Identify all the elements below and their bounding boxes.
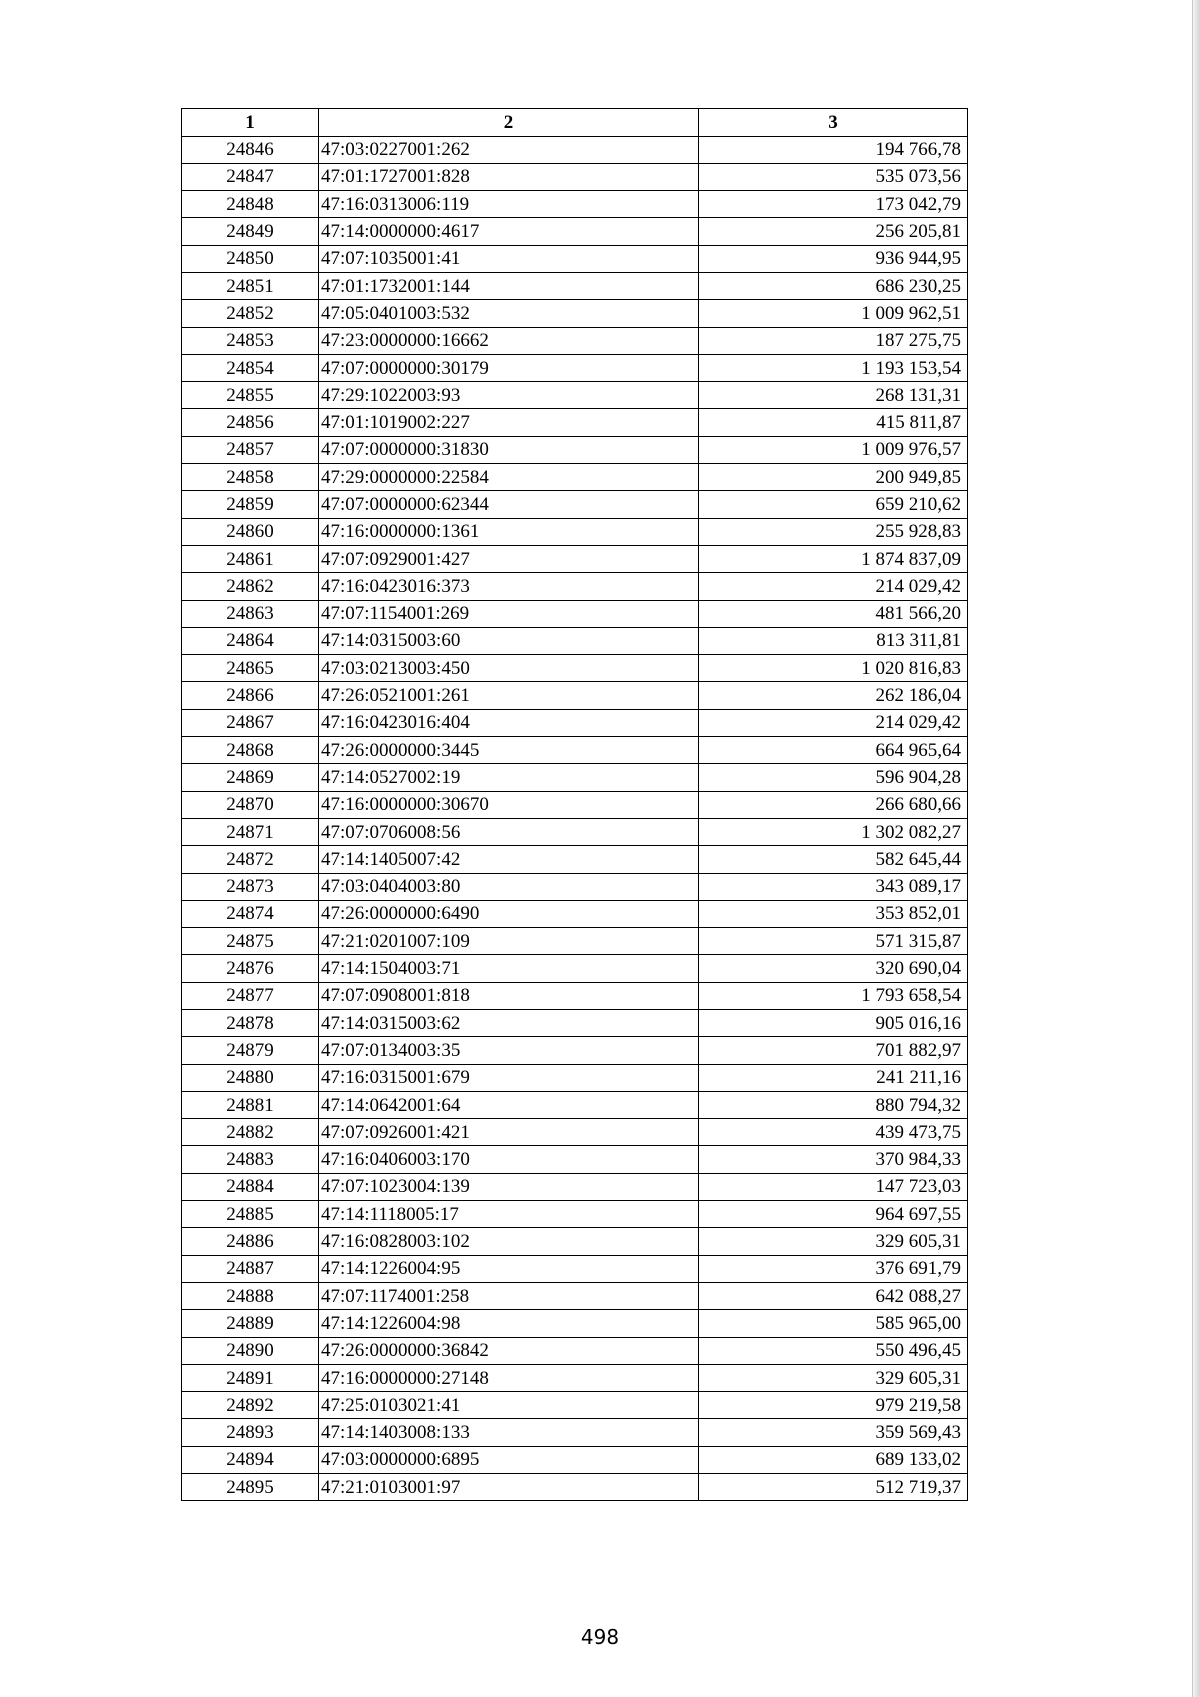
cadastral-number-cell: 47:23:0000000:16662 <box>319 327 699 354</box>
value-cell: 535 073,56 <box>699 163 968 190</box>
value-cell: 642 088,27 <box>699 1282 968 1309</box>
row-number-cell: 24859 <box>182 491 319 518</box>
cadastral-number-cell: 47:03:0227001:262 <box>319 136 699 163</box>
table-row <box>182 928 968 955</box>
table-row <box>182 1119 968 1146</box>
value-cell: 266 680,66 <box>699 791 968 818</box>
row-number-cell: 24875 <box>182 928 319 955</box>
row-number-cell: 24855 <box>182 382 319 409</box>
table-row <box>182 272 968 299</box>
row-number-cell: 24876 <box>182 955 319 982</box>
cadastral-number-cell: 47:16:0000000:1361 <box>319 518 699 545</box>
table-row <box>182 436 968 463</box>
table-row <box>182 1392 968 1419</box>
row-number-cell: 24860 <box>182 518 319 545</box>
value-cell: 256 205,81 <box>699 218 968 245</box>
table-header <box>182 109 968 137</box>
cadastral-value-table <box>181 108 968 1501</box>
value-cell: 353 852,01 <box>699 900 968 927</box>
cadastral-number-cell: 47:26:0000000:36842 <box>319 1337 699 1364</box>
value-cell: 1 793 658,54 <box>699 982 968 1009</box>
cadastral-number-cell: 47:05:0401003:532 <box>319 300 699 327</box>
row-number-cell: 24893 <box>182 1419 319 1446</box>
value-cell: 550 496,45 <box>699 1337 968 1364</box>
value-cell: 1 193 153,54 <box>699 354 968 381</box>
row-number-cell: 24877 <box>182 982 319 1009</box>
table-row <box>182 191 968 218</box>
cadastral-number-cell: 47:03:0404003:80 <box>319 873 699 900</box>
table-row <box>182 1419 968 1446</box>
table-row <box>182 327 968 354</box>
value-cell: 147 723,03 <box>699 1173 968 1200</box>
table-row <box>182 354 968 381</box>
value-cell: 415 811,87 <box>699 409 968 436</box>
value-cell: 659 210,62 <box>699 491 968 518</box>
table-row <box>182 682 968 709</box>
value-cell: 571 315,87 <box>699 928 968 955</box>
value-cell: 329 605,31 <box>699 1364 968 1391</box>
table-row <box>182 764 968 791</box>
value-cell: 701 882,97 <box>699 1037 968 1064</box>
row-number-cell: 24856 <box>182 409 319 436</box>
row-number-cell: 24858 <box>182 464 319 491</box>
table-row <box>182 464 968 491</box>
row-number-cell: 24880 <box>182 1064 319 1091</box>
cadastral-number-cell: 47:29:0000000:22584 <box>319 464 699 491</box>
row-number-cell: 24853 <box>182 327 319 354</box>
table-row <box>182 1282 968 1309</box>
row-number-cell: 24874 <box>182 900 319 927</box>
row-number-cell: 24895 <box>182 1474 319 1501</box>
value-cell: 268 131,31 <box>699 382 968 409</box>
cadastral-number-cell: 47:25:0103021:41 <box>319 1392 699 1419</box>
table-row <box>182 545 968 572</box>
cadastral-number-cell: 47:16:0313006:119 <box>319 191 699 218</box>
row-number-cell: 24891 <box>182 1364 319 1391</box>
cadastral-number-cell: 47:14:1403008:133 <box>319 1419 699 1446</box>
column-header-1: 1 <box>182 109 319 137</box>
cadastral-number-cell: 47:16:0828003:102 <box>319 1228 699 1255</box>
cadastral-number-cell: 47:14:1405007:42 <box>319 846 699 873</box>
value-cell: 262 186,04 <box>699 682 968 709</box>
cadastral-number-cell: 47:16:0423016:373 <box>319 573 699 600</box>
page-number: 498 <box>580 1625 620 1649</box>
value-cell: 194 766,78 <box>699 136 968 163</box>
cadastral-number-cell: 47:07:1035001:41 <box>319 245 699 272</box>
value-cell: 329 605,31 <box>699 1228 968 1255</box>
row-number-cell: 24887 <box>182 1255 319 1282</box>
cadastral-number-cell: 47:01:1727001:828 <box>319 163 699 190</box>
table-row <box>182 245 968 272</box>
cadastral-number-cell: 47:14:0642001:64 <box>319 1091 699 1118</box>
value-cell: 200 949,85 <box>699 464 968 491</box>
value-cell: 880 794,32 <box>699 1091 968 1118</box>
row-number-cell: 24884 <box>182 1173 319 1200</box>
cadastral-number-cell: 47:26:0521001:261 <box>319 682 699 709</box>
table-row <box>182 1364 968 1391</box>
row-number-cell: 24849 <box>182 218 319 245</box>
column-header-2: 2 <box>319 109 699 137</box>
value-cell: 979 219,58 <box>699 1392 968 1419</box>
cadastral-number-cell: 47:26:0000000:6490 <box>319 900 699 927</box>
page-edge <box>1192 0 1200 1697</box>
value-cell: 343 089,17 <box>699 873 968 900</box>
cadastral-number-cell: 47:07:0000000:31830 <box>319 436 699 463</box>
table-row <box>182 409 968 436</box>
table-row <box>182 136 968 163</box>
cadastral-number-cell: 47:01:1732001:144 <box>319 272 699 299</box>
row-number-cell: 24847 <box>182 163 319 190</box>
table-row <box>182 163 968 190</box>
table-row <box>182 955 968 982</box>
value-cell: 255 928,83 <box>699 518 968 545</box>
table-row <box>182 218 968 245</box>
row-number-cell: 24886 <box>182 1228 319 1255</box>
table-row <box>182 737 968 764</box>
table-row <box>182 818 968 845</box>
table-row <box>182 1091 968 1118</box>
cadastral-number-cell: 47:03:0213003:450 <box>319 655 699 682</box>
table-row <box>182 1064 968 1091</box>
cadastral-number-cell: 47:16:0406003:170 <box>319 1146 699 1173</box>
row-number-cell: 24871 <box>182 818 319 845</box>
cadastral-number-cell: 47:14:1226004:98 <box>319 1310 699 1337</box>
header-row <box>182 109 968 137</box>
table-row <box>182 873 968 900</box>
cadastral-number-cell: 47:01:1019002:227 <box>319 409 699 436</box>
value-cell: 964 697,55 <box>699 1201 968 1228</box>
cadastral-number-cell: 47:16:0000000:27148 <box>319 1364 699 1391</box>
row-number-cell: 24888 <box>182 1282 319 1309</box>
value-cell: 1 020 816,83 <box>699 655 968 682</box>
value-cell: 689 133,02 <box>699 1446 968 1473</box>
cadastral-number-cell: 47:07:1154001:269 <box>319 600 699 627</box>
table-row <box>182 982 968 1009</box>
cadastral-number-cell: 47:14:0315003:62 <box>319 1010 699 1037</box>
table-row <box>182 1173 968 1200</box>
table-row <box>182 655 968 682</box>
value-cell: 664 965,64 <box>699 737 968 764</box>
value-cell: 481 566,20 <box>699 600 968 627</box>
cadastral-number-cell: 47:07:0000000:62344 <box>319 491 699 518</box>
value-cell: 376 691,79 <box>699 1255 968 1282</box>
value-cell: 686 230,25 <box>699 272 968 299</box>
cadastral-number-cell: 47:07:0908001:818 <box>319 982 699 1009</box>
value-cell: 585 965,00 <box>699 1310 968 1337</box>
value-cell: 173 042,79 <box>699 191 968 218</box>
cadastral-number-cell: 47:29:1022003:93 <box>319 382 699 409</box>
value-cell: 214 029,42 <box>699 709 968 736</box>
row-number-cell: 24861 <box>182 545 319 572</box>
table-body <box>182 136 968 1501</box>
row-number-cell: 24864 <box>182 627 319 654</box>
row-number-cell: 24852 <box>182 300 319 327</box>
row-number-cell: 24882 <box>182 1119 319 1146</box>
value-cell: 1 874 837,09 <box>699 545 968 572</box>
row-number-cell: 24857 <box>182 436 319 463</box>
row-number-cell: 24873 <box>182 873 319 900</box>
table-row <box>182 382 968 409</box>
table-row <box>182 1337 968 1364</box>
table-row <box>182 518 968 545</box>
cadastral-number-cell: 47:07:1023004:139 <box>319 1173 699 1200</box>
table-row <box>182 846 968 873</box>
cadastral-number-cell: 47:14:0000000:4617 <box>319 218 699 245</box>
cadastral-number-cell: 47:07:1174001:258 <box>319 1282 699 1309</box>
row-number-cell: 24890 <box>182 1337 319 1364</box>
cadastral-number-cell: 47:14:0527002:19 <box>319 764 699 791</box>
table-row <box>182 1310 968 1337</box>
table-row <box>182 1255 968 1282</box>
value-cell: 512 719,37 <box>699 1474 968 1501</box>
table-row <box>182 1228 968 1255</box>
row-number-cell: 24863 <box>182 600 319 627</box>
table-row <box>182 573 968 600</box>
column-header-3: 3 <box>699 109 968 137</box>
table-row <box>182 791 968 818</box>
value-cell: 370 984,33 <box>699 1146 968 1173</box>
value-cell: 241 211,16 <box>699 1064 968 1091</box>
row-number-cell: 24862 <box>182 573 319 600</box>
cadastral-number-cell: 47:14:1226004:95 <box>319 1255 699 1282</box>
value-cell: 1 009 962,51 <box>699 300 968 327</box>
table-row <box>182 1037 968 1064</box>
cadastral-number-cell: 47:07:0929001:427 <box>319 545 699 572</box>
row-number-cell: 24892 <box>182 1392 319 1419</box>
row-number-cell: 24866 <box>182 682 319 709</box>
row-number-cell: 24872 <box>182 846 319 873</box>
value-cell: 320 690,04 <box>699 955 968 982</box>
value-cell: 582 645,44 <box>699 846 968 873</box>
value-cell: 813 311,81 <box>699 627 968 654</box>
cadastral-number-cell: 47:16:0315001:679 <box>319 1064 699 1091</box>
cadastral-number-cell: 47:03:0000000:6895 <box>319 1446 699 1473</box>
table-row <box>182 1201 968 1228</box>
row-number-cell: 24883 <box>182 1146 319 1173</box>
cadastral-number-cell: 47:26:0000000:3445 <box>319 737 699 764</box>
value-cell: 1 302 082,27 <box>699 818 968 845</box>
row-number-cell: 24870 <box>182 791 319 818</box>
cadastral-number-cell: 47:14:1118005:17 <box>319 1201 699 1228</box>
cadastral-number-cell: 47:21:0103001:97 <box>319 1474 699 1501</box>
row-number-cell: 24878 <box>182 1010 319 1037</box>
row-number-cell: 24868 <box>182 737 319 764</box>
row-number-cell: 24881 <box>182 1091 319 1118</box>
row-number-cell: 24894 <box>182 1446 319 1473</box>
value-cell: 936 944,95 <box>699 245 968 272</box>
row-number-cell: 24848 <box>182 191 319 218</box>
table-row <box>182 900 968 927</box>
row-number-cell: 24867 <box>182 709 319 736</box>
cadastral-number-cell: 47:16:0000000:30670 <box>319 791 699 818</box>
cadastral-number-cell: 47:14:1504003:71 <box>319 955 699 982</box>
value-cell: 187 275,75 <box>699 327 968 354</box>
cadastral-number-cell: 47:14:0315003:60 <box>319 627 699 654</box>
table-row <box>182 300 968 327</box>
row-number-cell: 24889 <box>182 1310 319 1337</box>
cadastral-number-cell: 47:07:0000000:30179 <box>319 354 699 381</box>
row-number-cell: 24865 <box>182 655 319 682</box>
table-row <box>182 627 968 654</box>
row-number-cell: 24885 <box>182 1201 319 1228</box>
row-number-cell: 24869 <box>182 764 319 791</box>
row-number-cell: 24879 <box>182 1037 319 1064</box>
value-cell: 359 569,43 <box>699 1419 968 1446</box>
row-number-cell: 24850 <box>182 245 319 272</box>
cadastral-number-cell: 47:07:0926001:421 <box>319 1119 699 1146</box>
table-row <box>182 1474 968 1501</box>
row-number-cell: 24854 <box>182 354 319 381</box>
table-row <box>182 1010 968 1037</box>
value-cell: 439 473,75 <box>699 1119 968 1146</box>
cadastral-number-cell: 47:21:0201007:109 <box>319 928 699 955</box>
value-cell: 905 016,16 <box>699 1010 968 1037</box>
table-row <box>182 491 968 518</box>
row-number-cell: 24851 <box>182 272 319 299</box>
cadastral-number-cell: 47:07:0706008:56 <box>319 818 699 845</box>
table-row <box>182 1446 968 1473</box>
value-cell: 214 029,42 <box>699 573 968 600</box>
table-row <box>182 1146 968 1173</box>
row-number-cell: 24846 <box>182 136 319 163</box>
value-cell: 596 904,28 <box>699 764 968 791</box>
cadastral-number-cell: 47:07:0134003:35 <box>319 1037 699 1064</box>
value-cell: 1 009 976,57 <box>699 436 968 463</box>
table-row <box>182 709 968 736</box>
table-row <box>182 600 968 627</box>
cadastral-number-cell: 47:16:0423016:404 <box>319 709 699 736</box>
